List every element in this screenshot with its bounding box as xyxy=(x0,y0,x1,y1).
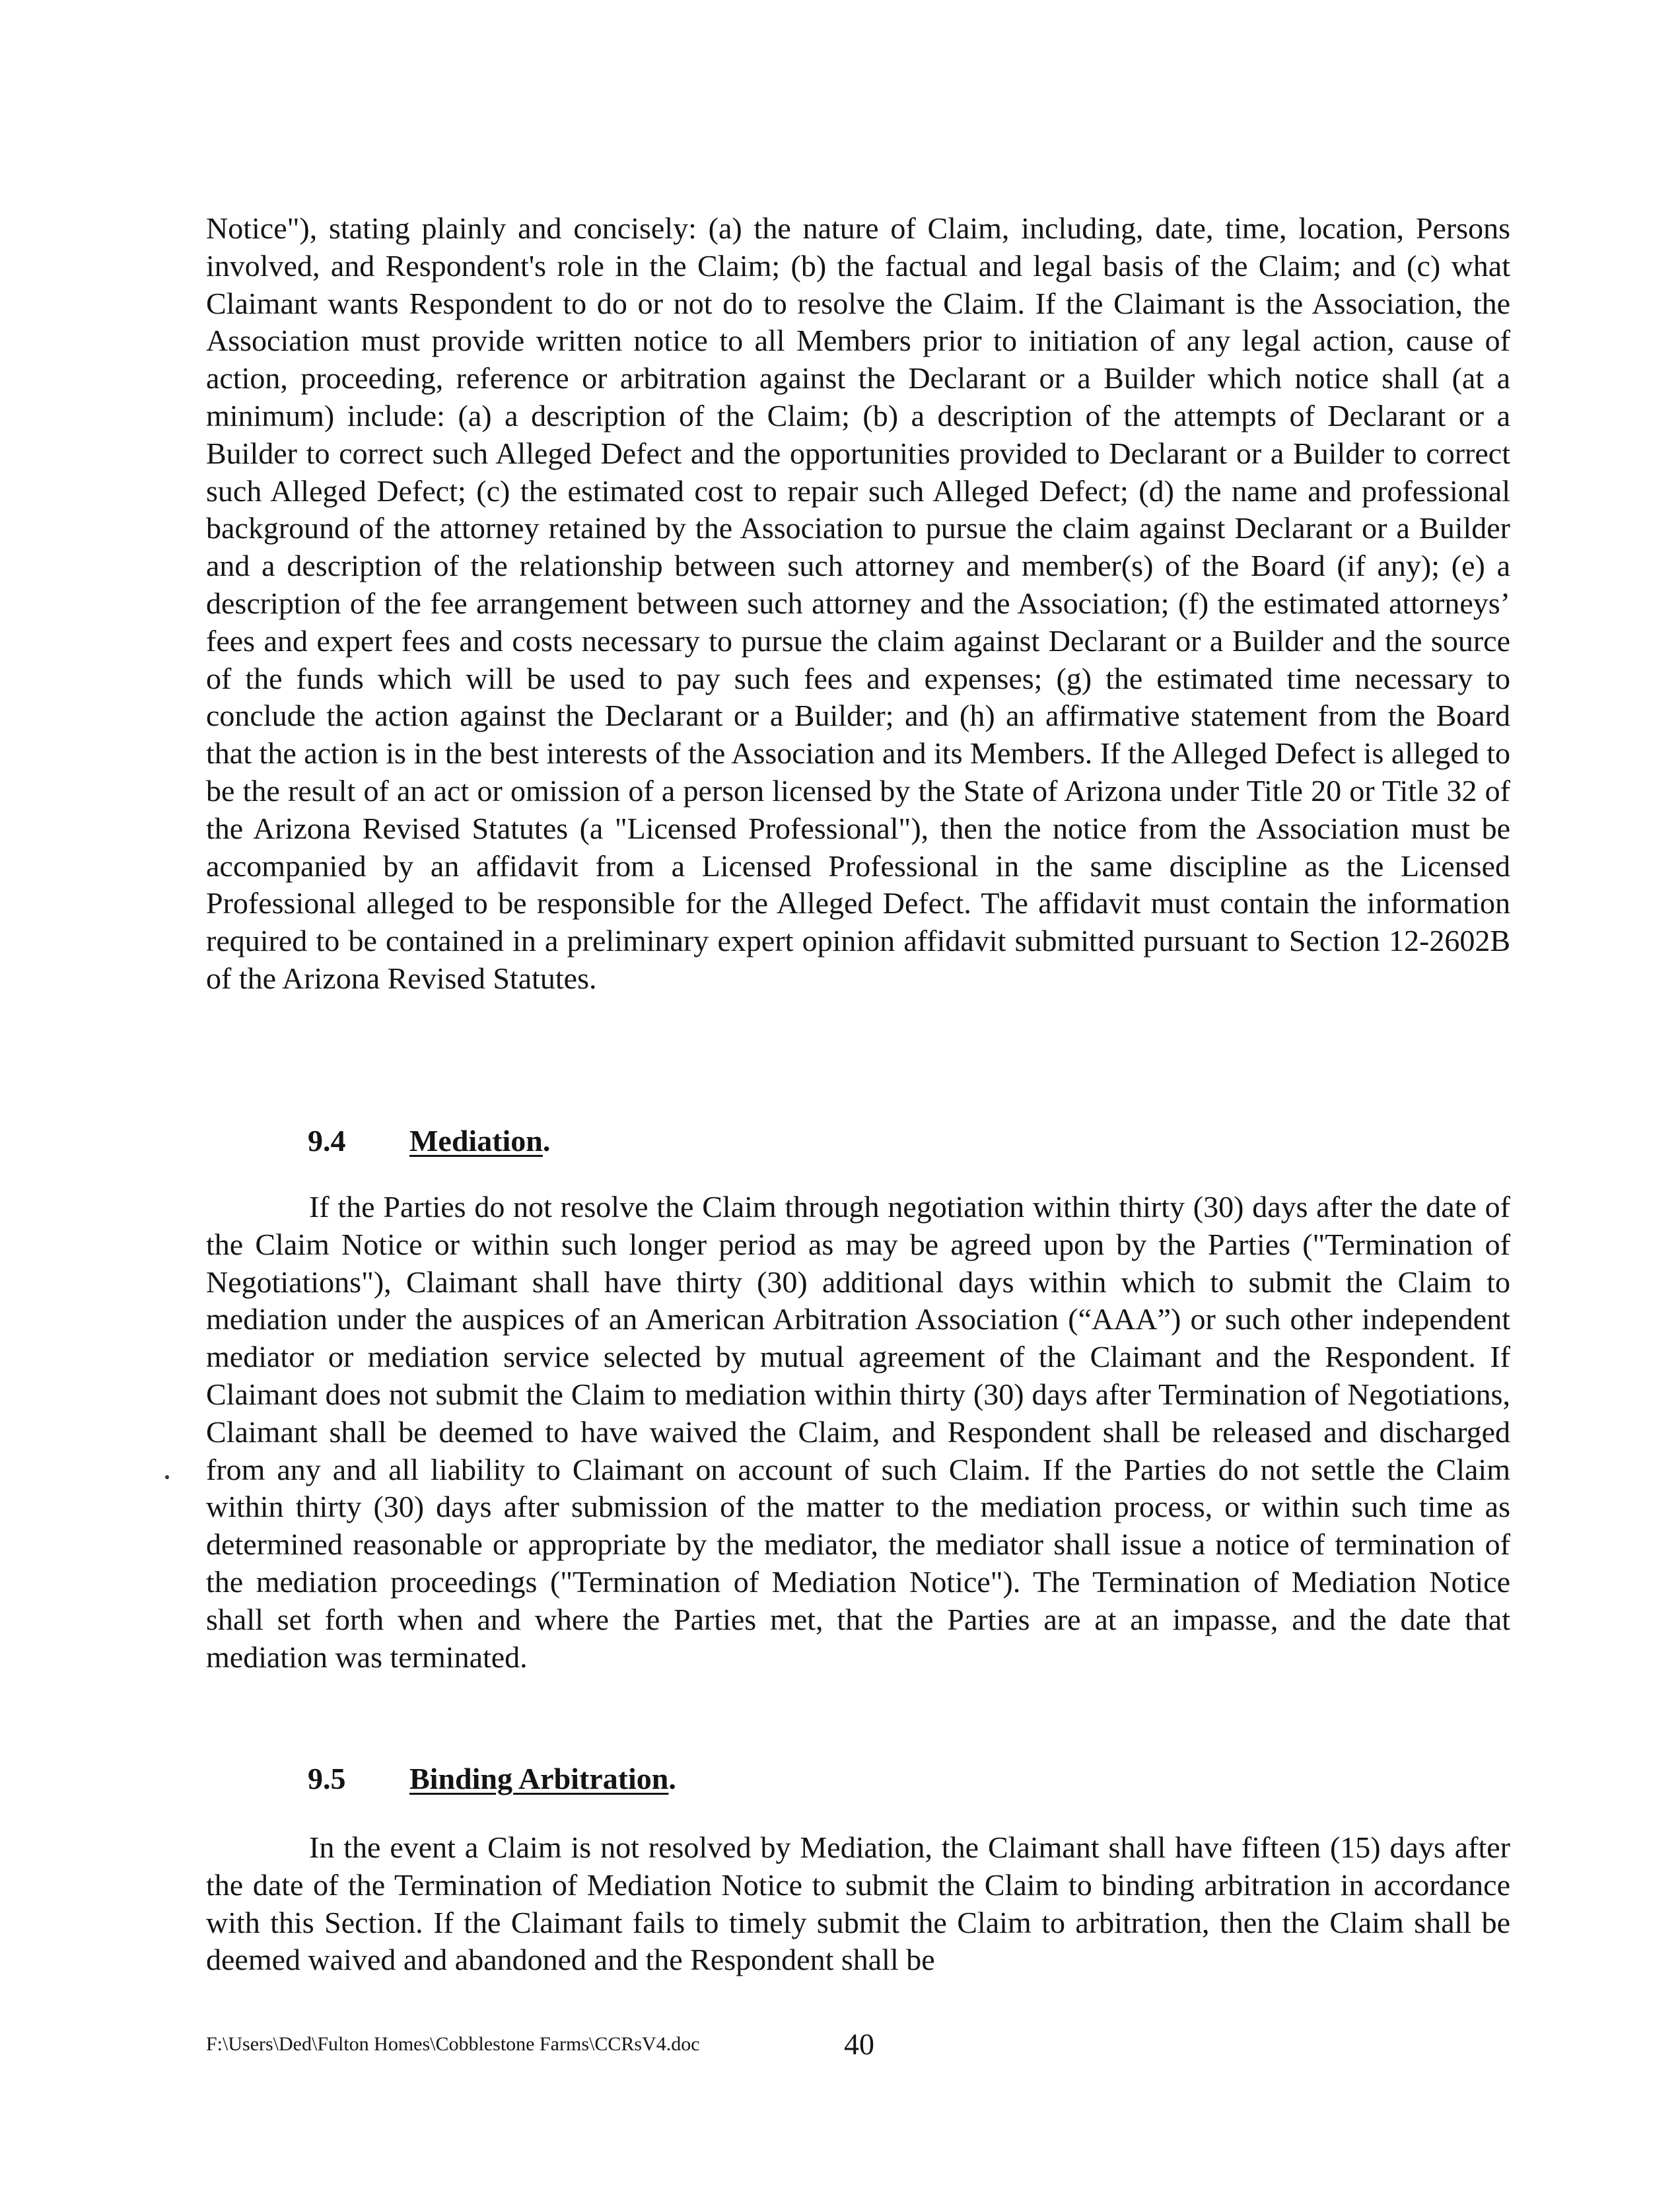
paragraph-claim-notice: Notice"), stating plainly and concisely: (a) the nature of Claim, including, date, time, location, Persons involved, and Respondent's role in the Claim; (b) the factual and legal basis of the Claim; and (c) what Claimant wants Respondent to do or not do to resolve the Claim. If the Claimant is the Association, the Association must provide written notice to all Members prior to initiation of any legal action, cause of action, proceeding, reference or arbitration against the Declarant or a Builder which notice shall (at a minimum) include: (a) a description of the Claim; (b) a description of the attempts of Declarant or a Builder to correct such Alleged Defect and the opportunities provided to Declarant or a Builder to correct such Alleged Defect; (c) the estimated cost to repair such Alleged Defect; (d) the name and professional background of the attorney retained by the Association to pursue the claim against Declarant or a Builder and a description of the relationship between such attorney and member(s) of the Board (if any); (e) a description of the fee arrangement between such attorney and the Association; (f) the estimated attorneys’ fees and expert fees and costs necessary to pursue the claim against Declarant or a Builder and the source of the funds which will be used to pay such fees and expenses; (g) the estimated time necessary to conclude the action against the Declarant or a Builder; and (h) an affirmative statement from the Board that the action is in the best interests of the Association and its Members. If the Alleged Defect is alleged to be the result of an act or omission of a person licensed by the State of Arizona under Title 20 or Title 32 of the Arizona Revised Statutes (a "Licensed Professional"), then the notice from the Association must be accompanied by an affidavit from a Licensed Professional in the same discipline as the Licensed Professional alleged to be responsible for the Alleged Defect. The affidavit must contain the information required to be contained in a preliminary expert opinion affidavit submitted pursuant to Section 12-2602B of the Arizona Revised Statutes. xyxy=(206,211,1510,995)
section-number: 9.4 xyxy=(308,1124,346,1158)
page-number: 40 xyxy=(844,2027,874,2061)
section-number: 9.5 xyxy=(308,1762,346,1795)
section-title-period: . xyxy=(542,1124,551,1158)
footer-file-path: F:\Users\Ded\Fulton Homes\Cobblestone Farms\CCRsV4.doc xyxy=(206,2033,700,2055)
paragraph-mediation: If the Parties do not resolve the Claim through negotiation within thirty (30) days after the date of the Claim Notice or within such longer period as may be agreed upon by the Parties ("Termination of Negotiations"), Claimant shall have thirty (30) additional days within which to submit the Claim to mediation under the auspices of an American Arbitration Association (“AAA”) or such other independent mediator or mediation service selected by mutual agreement of the Claimant and the Respondent. If Claimant does not submit the Claim to mediation within thirty (30) days after Termination of Negotiations, Claimant shall be deemed to have waived the Claim, and Respondent shall be released and discharged from any and all liability to Claimant on account of such Claim. If the Parties do not settle the Claim within thirty (30) days after submission of the matter to the mediation process, or within such time as determined reasonable or appropriate by the mediator, the mediator shall issue a notice of termination of the mediation proceedings ("Termination of Mediation Notice"). The Termination of Mediation Notice shall set forth when and where the Parties met, that the Parties are at an impasse, and the date that mediation was terminated. xyxy=(206,1190,1510,1674)
section-title: Mediation xyxy=(409,1124,543,1158)
section-title: Binding Arbitration xyxy=(409,1762,669,1795)
paragraph-binding-arbitration: In the event a Claim is not resolved by Mediation, the Claimant shall have fifteen (15) days after the date of the Termination of Mediation Notice to submit the Claim to binding arbitration in accordance with this Section. If the Claimant fails to timely submit the Claim to arbitration, then the Claim shall be deemed waived and abandoned and the Respondent shall be xyxy=(206,1830,1510,1977)
section-heading-mediation xyxy=(308,1123,550,1160)
stray-mark xyxy=(165,1475,169,1479)
section-heading-binding-arbitration xyxy=(308,1760,676,1797)
section-title-period: . xyxy=(668,1762,676,1795)
